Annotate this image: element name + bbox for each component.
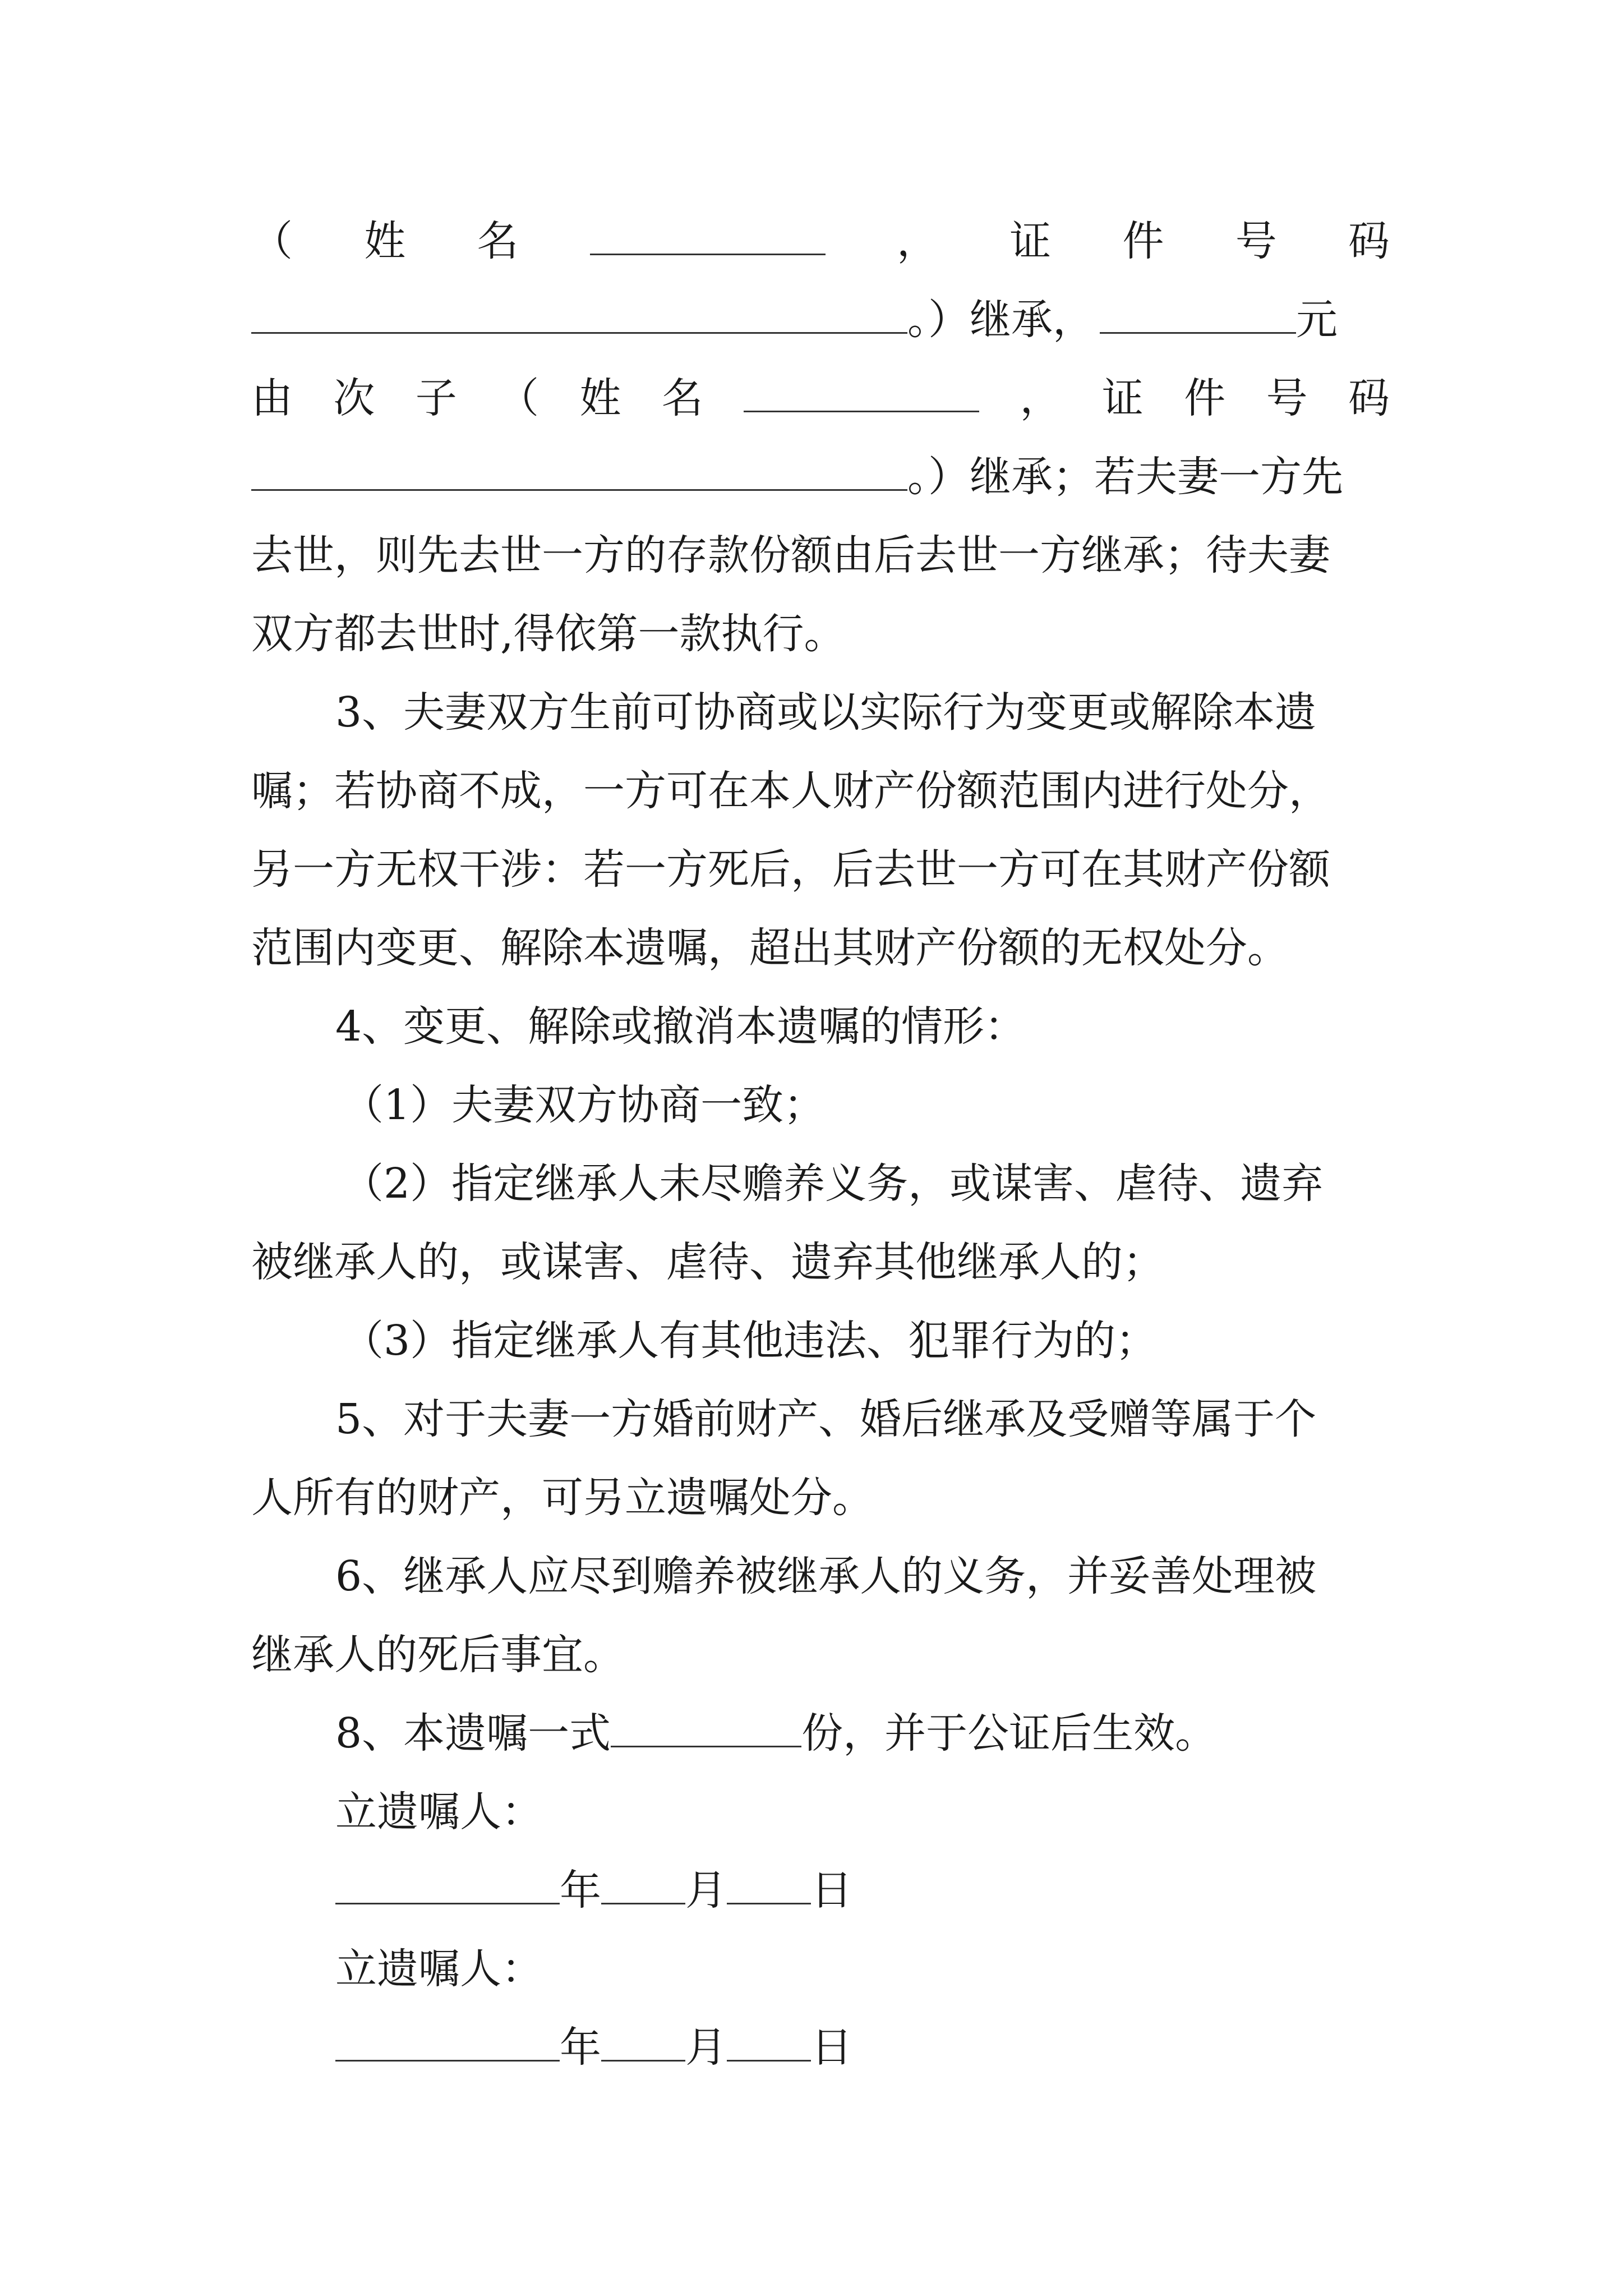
id-char-4: 码 (1348, 217, 1390, 265)
day-blank[interactable] (727, 2017, 811, 2062)
clause-3-line-2: 嘱；若协商不成，一方可在本人财产份额范围内进行处分， (251, 767, 1330, 815)
second-son-name-id-line (251, 365, 1390, 432)
text-line: 双方都去世时,得依第一款执行。 (251, 610, 846, 658)
month-label: 月 (685, 2023, 727, 2072)
char: 次 (333, 374, 375, 422)
clause-4-item-1: （1）夫妻双方协商一致； (342, 1081, 826, 1129)
spouse-heir-name-id-line (251, 208, 1390, 275)
clause-8-suffix: 份，并于公证后生效。 (801, 1709, 1217, 1757)
clause-4-item-3: （3）指定继承人有其他违法、犯罪行为的； (342, 1317, 1158, 1365)
year-label: 年 (560, 2023, 601, 2072)
clause-4-heading: 4、变更、解除或撤消本遗嘱的情形： (335, 1002, 1026, 1051)
day-blank[interactable] (727, 1860, 811, 1904)
year-label: 年 (560, 1866, 601, 1915)
text-line: 去世，则先去世一方的存款份额由后去世一方继承；待夫妻 (251, 531, 1330, 579)
inherit-text: 。）继承；若夫妻一方先 (907, 453, 1343, 501)
clause-4-item-2-line-1: （2）指定继承人未尽赡养义务，或谋害、虐待、遗弃 (342, 1159, 1324, 1208)
second-son-name-blank[interactable] (744, 368, 979, 412)
char: 码 (1348, 374, 1390, 422)
inherit-text: 。）继承， (907, 296, 1094, 344)
year-blank[interactable] (335, 1860, 560, 1904)
char: 件 (1184, 374, 1226, 422)
clause-3-line-4: 范围内变更、解除本遗嘱，超出其财产份额的无权处分。 (251, 924, 1289, 972)
name-char-1: 姓 (364, 217, 406, 265)
comma: ， (1020, 374, 1062, 422)
char: 证 (1101, 374, 1144, 422)
id-char-2: 件 (1122, 217, 1164, 265)
clause-3-line-3: 另一方无权干涉：若一方死后，后去世一方可在其财产份额 (251, 845, 1330, 894)
char: 由 (251, 374, 293, 422)
month-blank[interactable] (601, 2017, 685, 2062)
name-char-2: 名 (477, 217, 519, 265)
year-blank[interactable] (335, 2017, 560, 2062)
open-paren: （ (497, 374, 540, 422)
char: 姓 (579, 374, 621, 422)
char: 名 (661, 374, 703, 422)
signature-date-2 (335, 2014, 1390, 2081)
signature-date-1 (335, 1857, 1390, 1924)
amount-blank[interactable] (1100, 289, 1296, 334)
id-char-3: 号 (1235, 217, 1277, 265)
second-son-id-line (251, 443, 1390, 510)
clause-6-line-1: 6、继承人应尽到赡养被继承人的义务，并妥善处理被 (335, 1552, 1317, 1600)
clause-4-item-2-line-2: 被继承人的，或谋害、虐待、遗弃其他继承人的； (251, 1238, 1164, 1286)
month-blank[interactable] (601, 1860, 685, 1904)
clause-5-line-2: 人所有的财产，可另立遗嘱处分。 (251, 1474, 874, 1522)
clause-8-prefix: 8、本遗嘱一式 (335, 1709, 611, 1757)
clause-8-line (335, 1700, 1390, 1767)
id-char-1: 证 (1009, 217, 1052, 265)
testator-label-2: 立遗嘱人： (335, 1945, 543, 1993)
clause-3-line-1: 3、夫妻双方生前可协商或以实际行为变更或解除本遗 (335, 688, 1317, 737)
second-son-id-blank[interactable] (251, 447, 907, 491)
clause-5-line-1: 5、对于夫妻一方婚前财产、婚后继承及受赠等属于个 (335, 1395, 1317, 1443)
day-label: 日 (811, 2023, 852, 2072)
comma: ， (897, 217, 938, 265)
char: 号 (1266, 374, 1308, 422)
yuan-unit: 元 (1296, 296, 1338, 344)
day-label: 日 (811, 1866, 852, 1915)
month-label: 月 (685, 1866, 727, 1915)
copies-blank[interactable] (611, 1703, 801, 1747)
name-blank[interactable] (590, 211, 826, 255)
open-paren: （ (251, 217, 293, 265)
id-number-blank[interactable] (251, 289, 907, 334)
char: 子 (415, 374, 457, 422)
id-blank-inherit-line (251, 286, 1390, 353)
clause-6-line-2: 继承人的死后事宜。 (251, 1631, 625, 1679)
testator-label-1: 立遗嘱人： (335, 1788, 543, 1836)
